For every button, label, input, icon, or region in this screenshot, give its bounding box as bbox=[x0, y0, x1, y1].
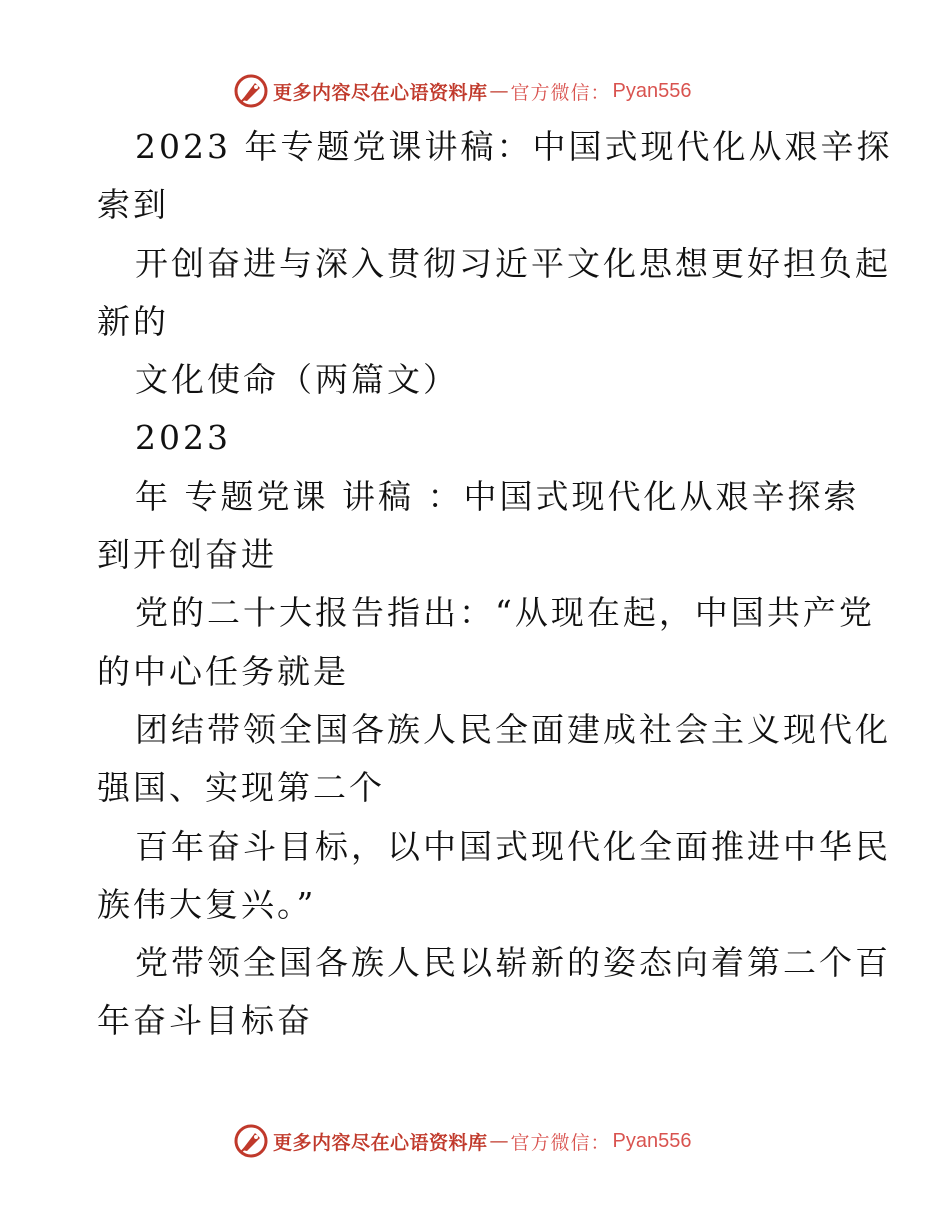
text-line: 的中心任务就是 bbox=[97, 651, 349, 691]
watermark-official-label: 官方微信： bbox=[510, 81, 611, 104]
text-line: 2023 年专题党课讲稿：中国式现代化从艰辛探 bbox=[135, 127, 893, 166]
watermark-separator: — bbox=[489, 80, 509, 102]
footer-watermark bbox=[233, 1121, 753, 1161]
text-line: 强国、实现第二个 bbox=[97, 768, 385, 808]
text-line: 族伟大复兴。” bbox=[97, 884, 317, 924]
text-line: 党的二十大报告指出：“从现在起，中国共产党 bbox=[135, 593, 875, 633]
pen-nib-logo-icon bbox=[233, 73, 269, 109]
watermark-brand: 更多内容尽在心语资料库 bbox=[273, 81, 488, 104]
pen-nib-logo-icon bbox=[233, 1123, 269, 1159]
document-body bbox=[97, 118, 893, 1051]
text-line: 索到 bbox=[97, 185, 169, 225]
text-line: 年奋斗目标奋 bbox=[97, 1001, 313, 1041]
watermark-brand: 更多内容尽在心语资料库 bbox=[273, 1131, 488, 1154]
text-line: 开创奋进与深入贯彻习近平文化思想更好担负起 bbox=[135, 243, 891, 283]
text-line: 年 专题党课 讲稿 ：中国式现代化从艰辛探索 bbox=[135, 476, 860, 516]
text-line: 新的 bbox=[97, 301, 169, 341]
text-line: 百年奋斗目标，以中国式现代化全面推进中华民 bbox=[135, 826, 891, 866]
text-line: 党带领全国各族人民以崭新的姿态向着第二个百 bbox=[135, 943, 891, 983]
text-line: 文化使命（两篇文） bbox=[135, 360, 459, 400]
text-line: 到开创奋进 bbox=[97, 535, 277, 575]
header-watermark bbox=[233, 71, 753, 111]
watermark-separator: — bbox=[489, 1130, 509, 1152]
text-line: 2023 bbox=[135, 418, 231, 458]
text-line: 团结带领全国各族人民全面建成社会主义现代化 bbox=[135, 709, 891, 749]
watermark-wechat-id: Pyan556 bbox=[612, 79, 692, 102]
watermark-official-label: 官方微信： bbox=[510, 1131, 611, 1154]
watermark-wechat-id: Pyan556 bbox=[612, 1129, 692, 1152]
